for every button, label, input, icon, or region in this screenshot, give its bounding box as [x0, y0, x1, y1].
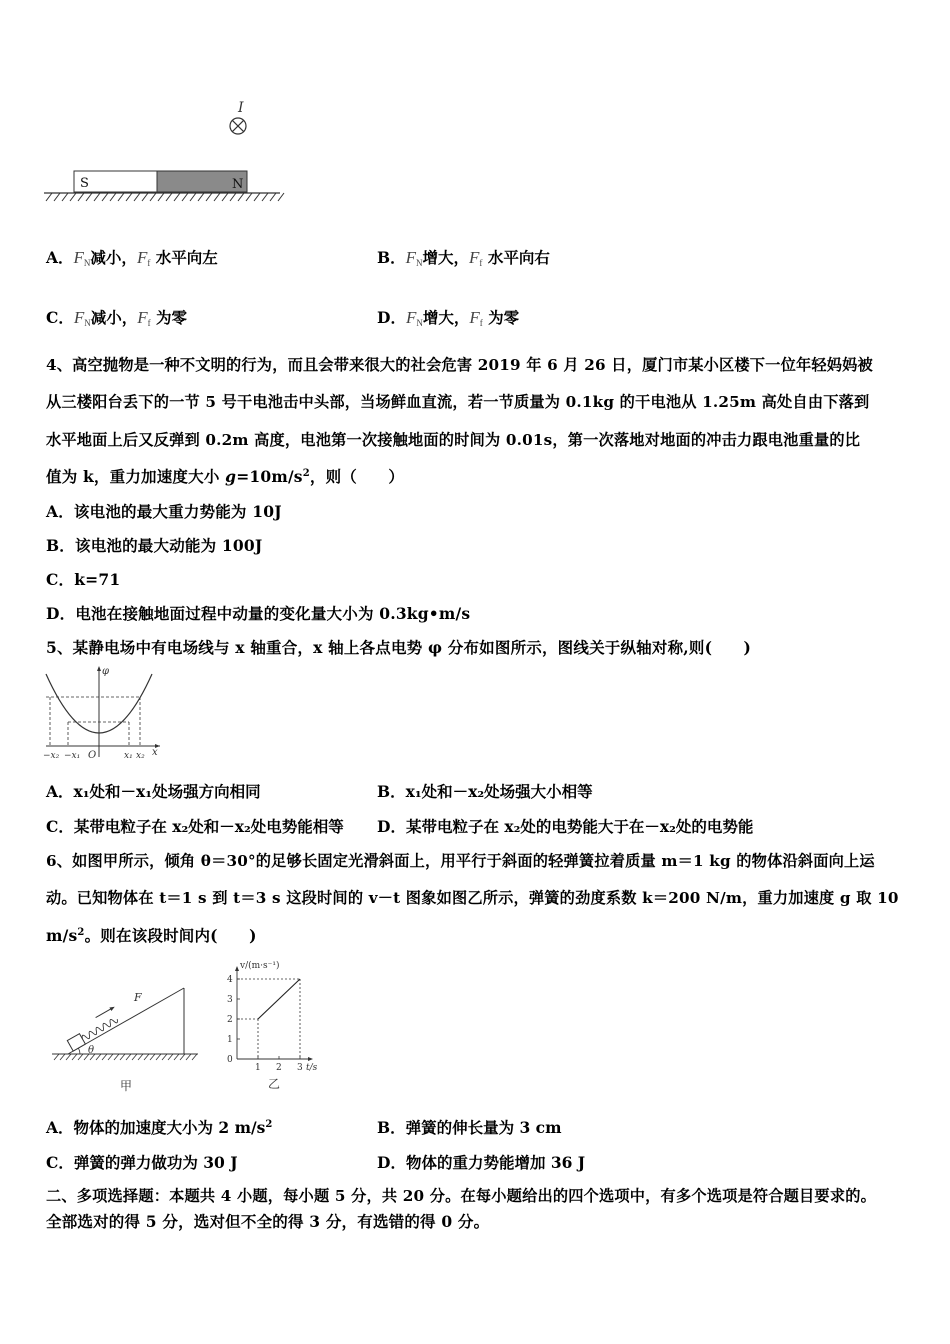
hatch-mark: [120, 1054, 125, 1060]
origin-label: O: [88, 750, 97, 761]
tick-x2: x₂: [136, 751, 145, 761]
vt-graph: [220, 958, 330, 1093]
hatch-mark: [270, 193, 276, 201]
x-tick-label: 3: [297, 1063, 303, 1073]
hatch-mark: [162, 1054, 167, 1060]
q4-stem-line-4: 值为 k，重力加速度大小 $g=10m/s^2$，则（ ）: [46, 467, 405, 486]
hatch-mark: [66, 1054, 71, 1060]
caption-jia: 甲: [120, 1079, 133, 1093]
t-axis-label: t/s: [306, 1063, 318, 1073]
hatch-mark: [70, 193, 76, 201]
hatch-mark: [254, 193, 260, 201]
v-axis-label: v/(m·s⁻¹): [240, 961, 280, 971]
hatch-mark: [102, 1054, 107, 1060]
q5-option-b: B．x₁处和－x₂处场强大小相等: [377, 782, 593, 801]
hatch-mark: [192, 1054, 197, 1060]
hatch-mark: [246, 193, 252, 201]
tick-neg-x1: −x₁: [64, 751, 81, 761]
hatch-mark: [186, 1054, 191, 1060]
q5-option-c: C．某带电粒子在 x₂处和－x₂处电势能相等: [46, 817, 344, 836]
hatch-mark: [72, 1054, 77, 1060]
hatch-mark: [110, 193, 116, 201]
hatch-mark: [222, 193, 228, 201]
q6-option-b: B．弹簧的伸长量为 3 cm: [377, 1118, 562, 1137]
current-label: I: [238, 100, 244, 116]
phi-axis-label: φ: [102, 666, 110, 677]
hatch-mark: [144, 1054, 149, 1060]
hatch-mark: [174, 1054, 179, 1060]
y-tick-label: 0: [227, 1055, 233, 1065]
vt-series-line: [258, 979, 300, 1019]
hatch-mark: [150, 193, 156, 201]
hatch-mark: [174, 193, 180, 201]
q6-stem-line-1: 6、如图甲所示，倾角 θ＝30°的足够长固定光滑斜面上，用平行于斜面的轻弹簧拉着质量 m＝1 kg 的物体沿斜面向上运: [46, 852, 875, 870]
q6-option-a: A．物体的加速度大小为 2 $m/s^2$: [46, 1118, 273, 1137]
q4-option-c: C．k=71: [46, 570, 121, 589]
hatch-mark: [132, 1054, 137, 1060]
y-tick-label: 4: [227, 975, 233, 985]
hatch-mark: [214, 193, 220, 201]
hatch-mark: [126, 193, 132, 201]
hatch-mark: [62, 193, 68, 201]
hatch-mark: [180, 1054, 185, 1060]
hatch-mark: [78, 1054, 83, 1060]
block: [67, 1034, 85, 1051]
hatch-mark: [108, 1054, 113, 1060]
hatch-mark: [206, 193, 212, 201]
q6-stem-line-2: 动。已知物体在 t＝1 s 到 t＝3 s 这段时间的 v－t 图象如图乙所示，弹簧的劲度系数 k＝200 N/m，重力加速度 g 取 10: [46, 889, 899, 907]
hatch-mark: [46, 193, 52, 201]
magnet-figure: [40, 95, 290, 210]
hatch-mark: [156, 1054, 161, 1060]
q3-option-b: B．$F_N$增大，$F_f$ 水平向右: [377, 248, 550, 268]
spring: [81, 1017, 119, 1042]
q6-option-d: D．物体的重力势能增加 36 J: [377, 1153, 586, 1172]
hatch-mark: [142, 193, 148, 201]
tick-x1: x₁: [124, 751, 133, 761]
incline-figure: [48, 980, 208, 1100]
q4-stem-line-1: 4、高空抛物是一种不文明的行为，而且会带来很大的社会危害 2019 年 6 月 26 日，厦门市某小区楼下一位年轻妈妈被: [46, 356, 873, 374]
hatch-mark: [166, 193, 172, 201]
hatch-mark: [262, 193, 268, 201]
hatch-mark: [278, 193, 284, 201]
hatch-mark: [138, 1054, 143, 1060]
potential-graph: [40, 662, 165, 762]
caption-yi: 乙: [268, 1077, 281, 1091]
hatch-mark: [238, 193, 244, 201]
q6-option-c: C．弹簧的弹力做功为 30 J: [46, 1153, 238, 1172]
hatch-mark: [86, 193, 92, 201]
hatch-mark: [182, 193, 188, 201]
n-pole-label: N: [232, 177, 244, 192]
q4-stem-line-2: 从三楼阳台丢下的一节 5 号干电池击中头部，当场鲜血直流，若一节质量为 0.1kg 的干电池从 1.25m 高处自由下落到: [46, 393, 870, 411]
hatch-mark: [54, 193, 60, 201]
hatch-mark: [94, 193, 100, 201]
q4-option-d: D．电池在接触地面过程中动量的变化量大小为 0.3kg•m/s: [46, 604, 471, 623]
q4-option-b: B．该电池的最大动能为 100J: [46, 536, 263, 555]
q3-option-a: A．$F_N$减小，$F_f$ 水平向左: [46, 248, 218, 268]
x-axis-label: x: [152, 747, 158, 758]
q5-option-d: D．某带电粒子在 x₂处的电势能大于在－x₂处的电势能: [377, 817, 754, 836]
q5-stem: 5、某静电场中有电场线与 x 轴重合，x 轴上各点电势 φ 分布如图所示，图线关于纵轴对称,则( ): [46, 638, 752, 657]
y-tick-label: 1: [227, 1035, 233, 1045]
hatch-mark: [126, 1054, 131, 1060]
hatch-mark: [102, 193, 108, 201]
theta-label: θ: [88, 1045, 95, 1056]
hatch-mark: [158, 193, 164, 201]
q3-option-d: D．$F_N$增大，$F_f$ 为零: [377, 308, 520, 328]
force-label: F: [134, 991, 142, 1004]
x-tick-label: 1: [255, 1063, 261, 1073]
hatch-mark: [150, 1054, 155, 1060]
hatch-mark: [134, 193, 140, 201]
q6-stem-line-3: $m/s^2$。则在该段时间内( ): [46, 926, 257, 945]
hatch-mark: [168, 1054, 173, 1060]
q4-option-a: A．该电池的最大重力势能为 10J: [46, 502, 282, 521]
s-pole-label: S: [80, 176, 89, 191]
q4-stem-line-3: 水平地面上后又反弹到 0.2m 高度，电池第一次接触地面的时间为 0.01s，第一次落地对地面的冲击力跟电池重量的比: [46, 431, 861, 449]
section2-heading-line-1: 二、多项选择题：本题共 4 小题，每小题 5 分，共 20 分。在每小题给出的四个选项中，有多个选项是符合题目要求的。: [46, 1187, 876, 1205]
q5-option-a: A．x₁处和－x₁处场强方向相同: [46, 782, 261, 801]
y-tick-label: 3: [227, 995, 233, 1005]
section2-heading-line-2: 全部选对的得 5 分，选对但不全的得 3 分，有选错的得 0 分。: [46, 1212, 490, 1231]
hatch-mark: [54, 1054, 59, 1060]
x-tick-label: 2: [276, 1063, 282, 1073]
y-tick-label: 2: [227, 1015, 233, 1025]
hatch-mark: [118, 193, 124, 201]
q3-option-c: C．$F_N$减小，$F_f$ 为零: [46, 308, 188, 328]
hatch-mark: [198, 193, 204, 201]
hatch-mark: [190, 193, 196, 201]
hatch-mark: [230, 193, 236, 201]
hatch-mark: [96, 1054, 101, 1060]
hatch-mark: [114, 1054, 119, 1060]
hatch-mark: [78, 193, 84, 201]
tick-neg-x2: −x₂: [43, 751, 60, 761]
hatch-mark: [60, 1054, 65, 1060]
